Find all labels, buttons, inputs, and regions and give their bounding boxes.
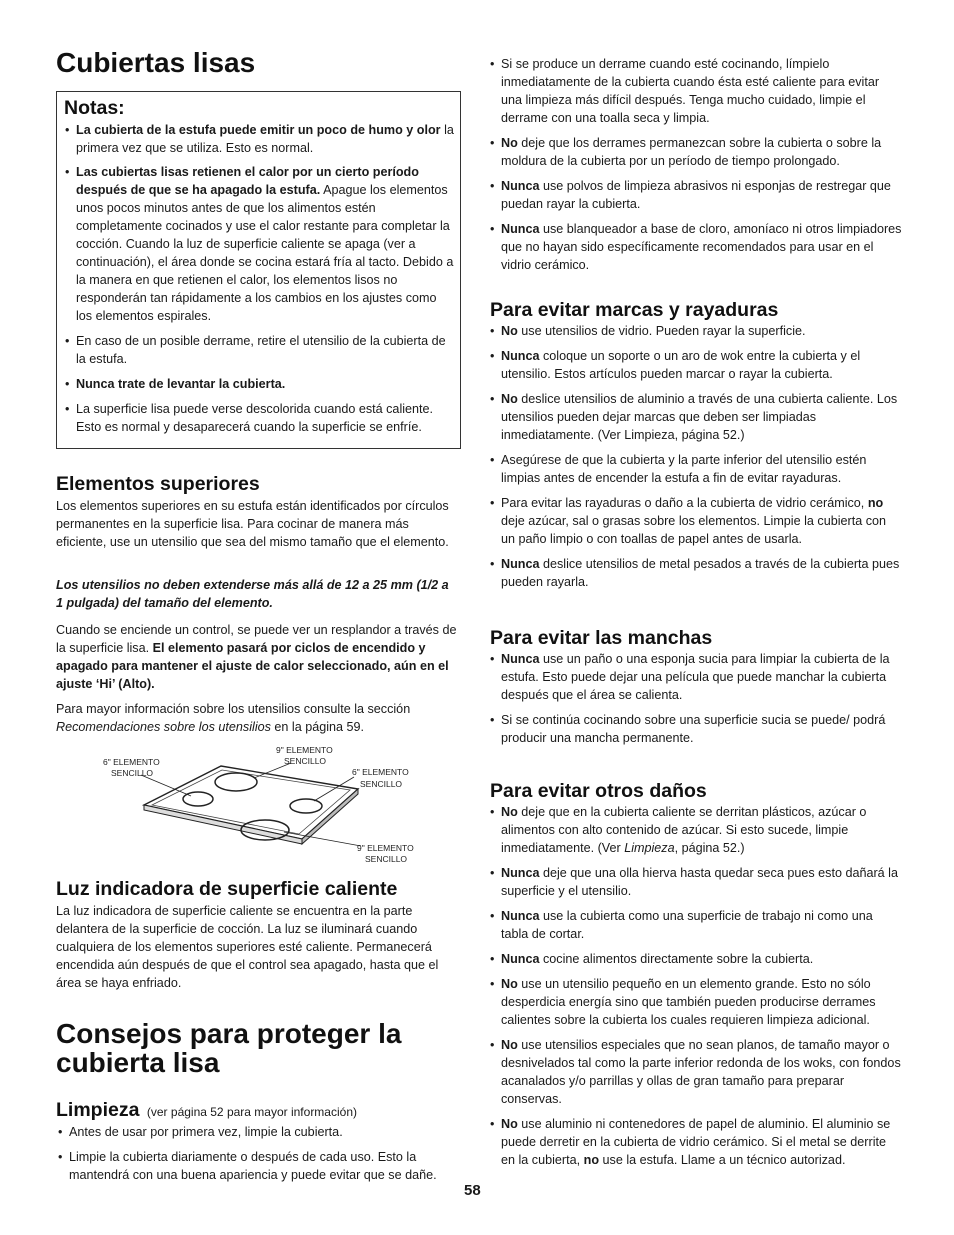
- list-item: • No use utensilios de vidrio. Pueden rayar la superficie.: [490, 322, 902, 340]
- list-item: • Nunca coloque un soporte o un aro de wok entre la cubierta y el utensilio. Estos artículos pueden marcar o rayar la cubierta.: [490, 347, 902, 383]
- right-top-list: [490, 55, 902, 274]
- list-item: • La cubierta de la estufa puede emitir un poco de humo y olor la primera vez que se utiliza. Esto es normal.: [59, 121, 455, 157]
- diagram-label: 6" ELEMENTO: [103, 757, 160, 767]
- section-title-consejos: Consejos para proteger la cubierta lisa: [56, 1018, 402, 1078]
- list-item: • Nunca trate de levantar la cubierta.: [59, 375, 455, 393]
- elementos-paragraph-2: Cuando se enciende un control, se puede ver un resplandor a través de la superficie lisa. El elemento pasará por ciclos de encendido y apagado para mantener el ajuste de calor seleccionado, aún en el ajuste ‘Hi’ (Alto).: [56, 623, 457, 691]
- page-title: Cubiertas lisas: [56, 47, 256, 78]
- diagram-label: SENCILLO: [284, 756, 327, 766]
- list-item: • Nunca use blanqueador a base de cloro, amoníaco ni otros limpiadores que no hayan sido específicamente recomendados para usar en el vidrio cerámico.: [490, 220, 902, 274]
- section-heading-elementos: Elementos superiores: [56, 473, 260, 495]
- elementos-paragraph: Los elementos superiores en su estufa están identificados por círculos permanentes en la superficie lisa. Para cocinar de manera más eficiente, use un utensilio que sea del mismo tamaño que el elemento.: [56, 499, 449, 549]
- list-item: • No use utensilios especiales que no sean planos, de tamaño mayor o desnivelados tal como la parte inferior redonda de los woks, con fondos acanalados y/o parrillas y ollas de gran tamaño para preparar conservas.: [490, 1036, 902, 1108]
- list-item: • Nunca cocine alimentos directamente sobre la cubierta.: [490, 950, 902, 968]
- list-item: • En caso de un posible derrame, retire el utensilio de la cubierta de la estufa.: [59, 332, 455, 368]
- limpieza-heading-row: [56, 1099, 357, 1121]
- cooktop-side-edge: [302, 789, 358, 844]
- limpieza-list: [58, 1123, 461, 1184]
- list-item: • Nunca use un paño o una esponja sucia para limpiar la cubierta de la estufa. Esto puede dejar una película que puede manchar la cubierta después que el área se calienta.: [490, 650, 902, 704]
- list-item: • No use un utensilio pequeño en un elemento grande. Esto no sólo desperdicia energía sino que también pueden producirse derrames calientes sobre la cubierta los cuales requieren limpieza adicional.: [490, 975, 902, 1029]
- cooktop-diagram: [96, 738, 436, 868]
- diagram-label: SENCILLO: [365, 854, 408, 864]
- otros-list: [490, 803, 902, 1169]
- list-item: • No deslice utensilios de aluminio a través de una cubierta caliente. Los utensilios pueden dejar marcas que deben ser limpiadas inmediatamente. (Ver Limpieza, página 52.): [490, 390, 902, 444]
- diagram-label: SENCILLO: [360, 779, 403, 789]
- list-item: • Nunca use polvos de limpieza abrasivos ni esponjas de restregar que puedan rayar la cubierta.: [490, 177, 902, 213]
- element-circle-9in-back: [215, 773, 257, 791]
- section-heading-luz: Luz indicadora de superficie caliente: [56, 878, 398, 900]
- diagram-label: 6" ELEMENTO: [352, 767, 409, 777]
- list-item: • No deje que los derrames permanezcan sobre la cubierta o sobre la moldura de la cubierta por un período de tiempo prolongado.: [490, 134, 902, 170]
- element-circle-6in-right: [290, 799, 322, 813]
- list-item: • Nunca use la cubierta como una superficie de trabajo ni como una tabla de cortar.: [490, 907, 902, 943]
- list-item: • Si se produce un derrame cuando esté cocinando, límpielo inmediatamente de la cubierta cuando ésta esté caliente para evitar una limpieza más difícil después. Tenga mucho cuidado, limpie el derrame con una toalla seca y limpia.: [490, 55, 902, 127]
- manchas-list: [490, 650, 902, 747]
- notes-heading: Notas:: [64, 97, 125, 119]
- section-heading-marcas: Para evitar marcas y rayaduras: [490, 299, 779, 321]
- diagram-label: SENCILLO: [111, 768, 154, 778]
- list-item: • Si se continúa cocinando sobre una superficie sucia se puede/ podrá producir una mancha permanente.: [490, 711, 902, 747]
- list-item: • No use aluminio ni contenedores de papel de aluminio. El aluminio se puede derretir en la cubierta de vidrio cerámico. Si el metal se derrite en la cubierta, no use la estufa. Llame a un técnico autorizad.: [490, 1115, 902, 1169]
- list-item: • Las cubiertas lisas retienen el calor por un cierto período después de que se ha apagado la estufa. Apague los elementos unos pocos minutos antes de que los alimentos estén completamente cocinados y use el calor restante para completar la cocción. Cuando la luz de superficie caliente se apaga (ver a continuación), el área donde se cocina estará fría al tacto. Debido a la manera en que retienen el calor, los elementos lisos no responderán tan rápidamente a los cambios en los ajustes como los elementos espirales.: [59, 163, 455, 325]
- elementos-warning: Los utensilios no deben extenderse más allá de 12 a 25 mm (1/2 a 1 pulgada) del tamaño del elemento.: [56, 578, 449, 610]
- page-number: 58: [464, 1182, 481, 1199]
- list-item: • Antes de usar por primera vez, limpie la cubierta.: [58, 1123, 461, 1141]
- marcas-list: [490, 322, 902, 591]
- list-item: • Asegúrese de que la cubierta y la parte inferior del utensilio estén limpias antes de encender la estufa a fin de evitar rayaduras.: [490, 451, 902, 487]
- limpieza-note: (ver página 52 para mayor información): [146, 1105, 357, 1119]
- elementos-paragraph-3: Para mayor información sobre los utensilios consulte la sección Recomendaciones sobre los utensilios en la página 59.: [56, 702, 411, 734]
- list-item: • Nunca deje que una olla hierva hasta quedar seca pues esto dañará la superficie y el utensilio.: [490, 864, 902, 900]
- diagram-label: 9" ELEMENTO: [357, 843, 414, 853]
- list-item: • Para evitar las rayaduras o daño a la cubierta de vidrio cerámico, no deje azúcar, sal o grasas sobre los elementos. Limpie la cubierta con un paño limpio o con toallas de papel antes de usarla.: [490, 494, 902, 548]
- section-heading-otros: Para evitar otros daños: [490, 780, 707, 802]
- section-heading-limpieza: Limpieza: [56, 1099, 140, 1121]
- diagram-label: 9" ELEMENTO: [276, 745, 333, 755]
- notes-list: [59, 121, 455, 436]
- notes-box: [56, 91, 461, 449]
- luz-paragraph: La luz indicadora de superficie caliente se encuentra en la parte delantera de la superficie de cocción. La luz se iluminará cuando cualquiera de los elementos superiores esté caliente. Permanecerá encendida aún después de que el control sea apagado, hasta que el área se haya enfriado.: [56, 904, 439, 990]
- list-item: • Limpie la cubierta diariamente o después de cada uso. Esto la mantendrá con una buena apariencia y puede evitar que se dañe.: [58, 1148, 461, 1184]
- list-item: • La superficie lisa puede verse descolorida cuando está caliente. Esto es normal y desaparecerá cuando la superficie se enfríe.: [59, 400, 455, 436]
- list-item: • Nunca deslice utensilios de metal pesados a través de la cubierta pues pueden rayarla.: [490, 555, 902, 591]
- list-item: • No deje que en la cubierta caliente se derritan plásticos, azúcar o alimentos con alto contenido de azúcar. Si esto sucede, limpie inmediatamente. (Ver Limpieza, página 52.): [490, 803, 902, 857]
- section-heading-manchas: Para evitar las manchas: [490, 627, 713, 649]
